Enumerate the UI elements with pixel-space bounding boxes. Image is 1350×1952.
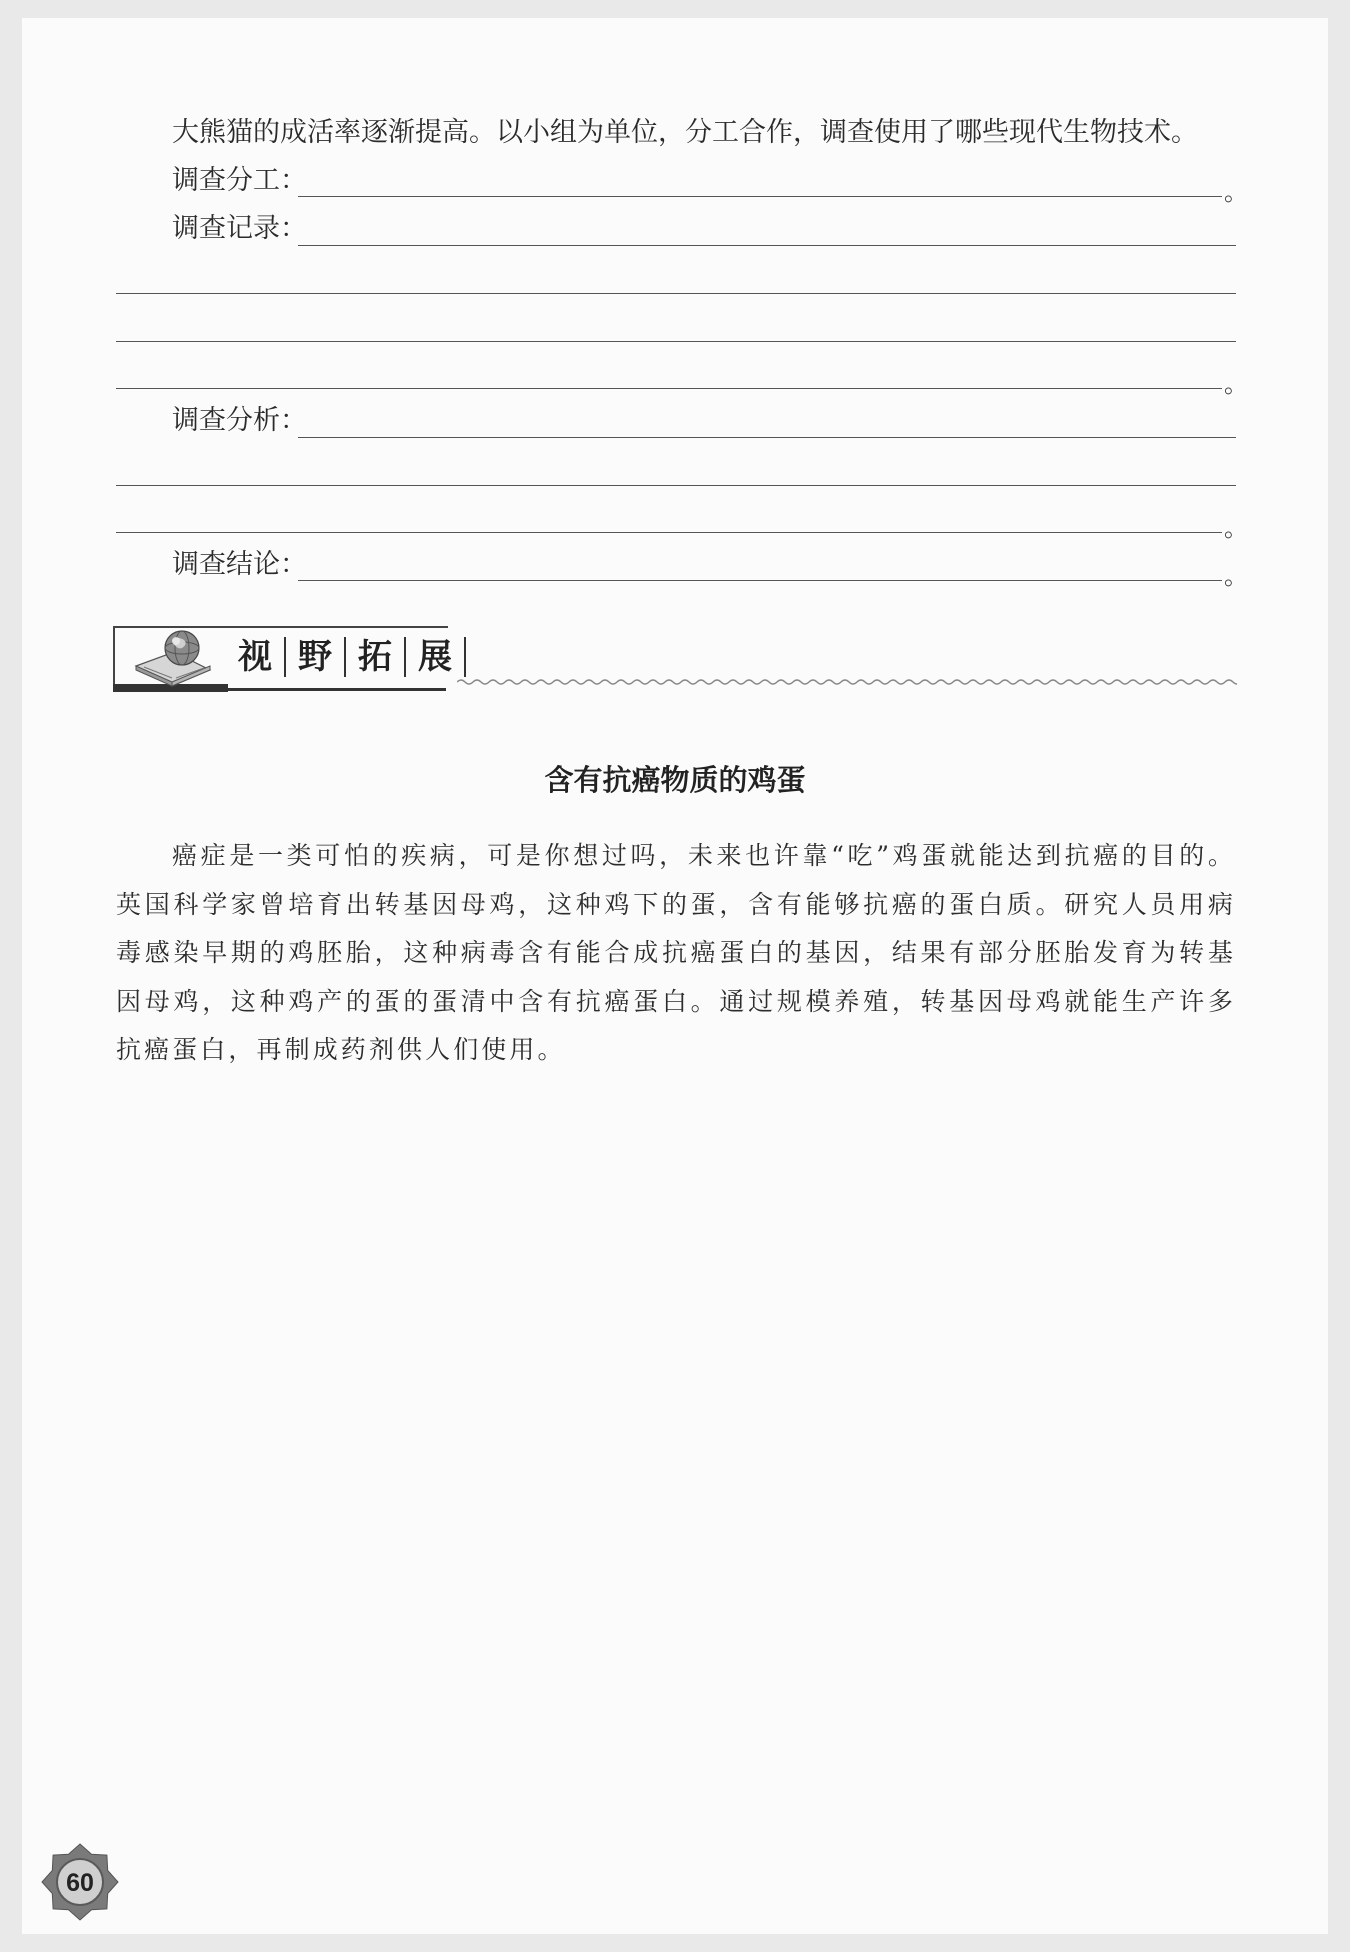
section-title: [236, 637, 466, 677]
analysis-end-mark: 。: [1224, 514, 1248, 542]
analysis-answer-line-2[interactable]: [116, 485, 1236, 486]
record-label: 调查记录：: [172, 213, 307, 244]
section-title-char: 视: [236, 637, 286, 677]
section-banner-underline: [228, 688, 446, 691]
division-label: 调查分工：: [172, 165, 307, 196]
book-globe-icon: [130, 628, 220, 692]
record-answer-line-4[interactable]: [116, 388, 1222, 389]
record-answer-line-1[interactable]: [298, 245, 1236, 246]
conclusion-label: 调查结论：: [172, 549, 307, 580]
record-answer-line-3[interactable]: [116, 341, 1236, 342]
division-answer-line[interactable]: [298, 196, 1222, 197]
section-title-char: 野: [286, 637, 346, 677]
section-title-char: 拓: [346, 637, 406, 677]
article-title: 含有抗癌物质的鸡蛋: [544, 763, 806, 797]
division-end-mark: 。: [1224, 178, 1248, 206]
article-body: 癌症是一类可怕的疾病，可是你想过吗，未来也许靠“吃”鸡蛋就能达到抗癌的目的。英国科学家曾培育出转基因母鸡，这种鸡下的蛋，含有能够抗癌的蛋白质。研究人员用病毒感染早期的鸡胚胎，这种病毒含有能合成抗癌蛋白的基因，结果有部分胚胎发育为转基因母鸡，这种鸡产的蛋的蛋清中含有抗癌蛋白。通过规模养殖，转基因母鸡就能生产许多抗癌蛋白，再制成药剂供人们使用。: [116, 841, 1236, 1064]
intro-line: 大熊猫的成活率逐渐提高。以小组为单位，分工合作，调查使用了哪些现代生物技术。: [172, 117, 1198, 148]
section-title-char: 展: [406, 637, 466, 677]
wavy-divider: [457, 676, 1237, 688]
analysis-answer-line-3[interactable]: [116, 532, 1222, 533]
page-number: 60: [66, 1869, 94, 1897]
record-answer-line-2[interactable]: [116, 293, 1236, 294]
analysis-answer-line-1[interactable]: [298, 437, 1236, 438]
analysis-label: 调查分析：: [172, 405, 307, 436]
record-end-mark: 。: [1224, 370, 1248, 398]
conclusion-end-mark: 。: [1224, 562, 1248, 590]
page-number-badge: [40, 1842, 120, 1926]
conclusion-answer-line[interactable]: [298, 580, 1222, 581]
